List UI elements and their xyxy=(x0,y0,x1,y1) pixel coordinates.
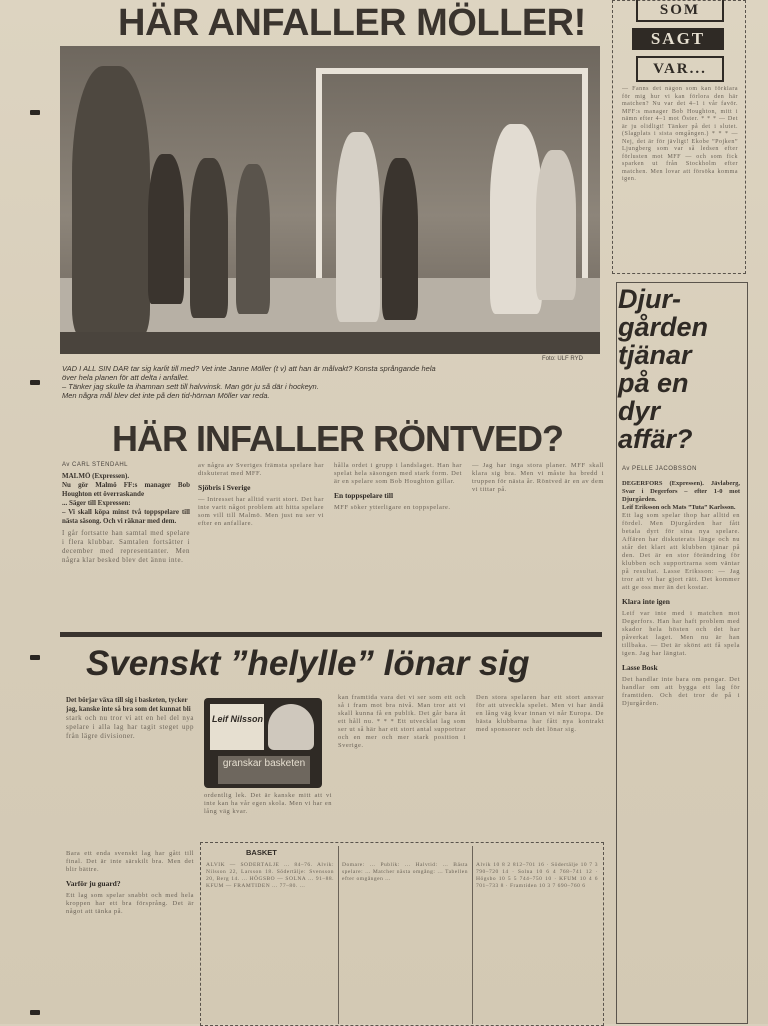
lead-line: – Vi skall köpa minst två toppspelare till nästa säsong. Och vi räknar med dem. xyxy=(62,508,190,525)
second-byline: Av CARL STENDAHL xyxy=(62,462,129,468)
punch-hole-2 xyxy=(30,380,40,385)
player-figure xyxy=(382,158,418,320)
subhead: Sjöbris i Sverige xyxy=(198,483,251,492)
columnist-portrait xyxy=(268,704,314,750)
player-figure xyxy=(190,158,228,318)
second-lead: MALMÖ (Expressen). Nu gör Malmö FF:s manager Bob Houghton ett överraskande ... Säger till Expressen: – Vi skall köpa minst två toppspelare till nästa säsong. Och vi räknar med dem. I går fortsatte han samtal med spelare i flera klubbar. Samtalen fortsätter i december med representanter. Men några klar besked blev det ännu inte. xyxy=(62,472,190,564)
lead-line: Leif Eriksson och Mats ”Tuta” Karlsson. xyxy=(622,504,736,511)
player-figure xyxy=(236,164,270,314)
caption-line: VAD I ALL SIN DAR tar sig karlit till med? Vet inte Janne Möller (t v) att han är målvakt? Konsta språngande hela xyxy=(62,364,436,373)
sidebar-word: VAR... xyxy=(636,56,724,82)
djur-byline: Av PELLE JACOBSSON xyxy=(622,466,697,472)
lead-line: Det börjar växa till sig i basketen, tycker xyxy=(66,696,188,704)
lead-line: MALMÖ (Expressen). xyxy=(62,472,130,480)
column-separator xyxy=(472,846,473,1024)
djur-headline-line: på en xyxy=(618,368,689,398)
column-separator xyxy=(338,846,339,1024)
caption-line: över hela planen för att delta i anfallet. xyxy=(62,373,190,382)
subhead: Lasse Bosk xyxy=(622,663,658,672)
sidebar-word: SAGT xyxy=(632,28,724,50)
lead-line: DEGERFORS (Expressen). Jävlaberg, Svar i Degerfors – efter 1-0 mot Djurgården. xyxy=(622,480,740,503)
djur-body: DEGERFORS (Expressen). Jävlaberg, Svar i Degerfors – efter 1-0 mot Djurgården. Leif Eriksson och Mats ”Tuta” Karlsson. Ett lag som spelar ihop har alltid en fördel. Men Djurgården har fått betala dyrt för sina nya spelare. Affären har diskuterats länge och nu står det klart att klubben tjänar på den. Det är en stor förändring för klubben och supportrarna som väntar på resultat. Lasse Eriksson: — Jag tror att vi har gjort rätt. Det kommer att ge oss mer än det kostar. Klara inte igen Leif var inte med i matchen mot Degerfors. Han har haft problem med skador hela hösten och det har påverkat laget. Men nu är han tillbaka. — Det är skönt att få spela igen. Jag har längtat. Lasse Bosk Det handlar inte bara om pengar. Det handlar om att bygga ett lag för framtiden. Och det tror de på i Djurgården. xyxy=(622,480,740,707)
third-lead: Det börjar växa till sig i basketen, tycker jag, kanske inte så bra som det kunnat bli stark och nu tror vi att en hel del nya spelare i alla lag har tagit steget upp från lägre divisioner. xyxy=(66,696,194,740)
djur-headline-line: gården xyxy=(618,312,709,342)
punch-hole-4 xyxy=(30,1010,40,1015)
lead-line: Nu gör Malmö FF:s manager Bob Houghton ett överraskande xyxy=(62,481,190,498)
columnist-name: Leif Nilsson xyxy=(212,714,264,724)
player-figure xyxy=(536,150,576,300)
third-col-3: kan framtida vara det vi ser som ett och så i fram mot bra nivå. Man tror att vi skall kunna få en publik. Det går bara åt ett håll nu. * * * Ett utvecklat lag som ser ut så här har ett stort antal supportrar och en mer och mer stark position i Sverige. xyxy=(338,694,466,749)
punch-hole-3 xyxy=(30,655,40,660)
goalkeeper-figure xyxy=(72,66,150,336)
second-col-4: — Jag har inga stora planer. MFF skall klara sig bra. Men vi måste ha bredd i truppen för nästa år. Röntved är en av dem vi tittar på. xyxy=(472,462,604,493)
section-rule xyxy=(60,632,602,637)
stats-col-1: ALVIK — SÖDERTÄLJE ... 84–76. Alvik: Nilsson 22, Larsson 18. Södertälje: Svensson 20, Berg 14. ... HÖGSBO — SOLNA ... 91–88. KFUM — FRAMTIDEN ... 77–80. ... xyxy=(206,862,334,889)
photo-caption xyxy=(62,364,602,400)
player-figure xyxy=(148,154,184,304)
third-headline: Svenskt ”helylle” lönar sig xyxy=(86,644,530,683)
sidebar-quotes: — Fanns det någon som kan förklara för mig hur vi kan förlora den här matchen? Nu var det 4–1 i vår favör. MFF:s manager Bob Houghton, mitt i nämn efter 4–1 mot Öster. * * * — Det är ju olidligt! Tänker på det i slutet. (Slagplats i sista omgången.) * * * — Nej, det är för jävligt! Ekobe ”Pojken” Ljungberg som var så ledsen efter förlusten mot MFF — och som fick sparken ut från Stockholm efter matchen. Men lovar att försöka komma igen. xyxy=(622,86,738,182)
second-col-2: av några av Sveriges främsta spelare har diskuterat med MFF. Sjöbris i Sverige — Intresset har alltid varit stort. Det har inte varit något problem att hitta spelare som vill till Malmö. Men just nu ser vi efter en anfallare. xyxy=(198,462,324,527)
third-col-1b: Bara ett enda svenskt lag har gått till final. Det är inte särskilt bra. Men det blir bättre. Varför ju guard? Ett lag som spelar snabbt och med hela kroppen har ett bra försprång. Det är något att tänka på. xyxy=(66,850,194,915)
caption-line: Men några mål blev det inte på den tid-hörnan Möller var reda. xyxy=(62,391,270,400)
player-figure xyxy=(490,124,542,314)
djur-headline-line: Djur- xyxy=(618,284,681,314)
subhead: Klara inte igen xyxy=(622,597,670,606)
columnist-ad xyxy=(204,698,322,788)
second-headline: HÄR INFALLER RÖNTVED? xyxy=(112,418,563,459)
lead-line: jag, kanske inte så bra som det kunnat bli xyxy=(66,705,191,713)
subhead: Varför ju guard? xyxy=(66,879,121,888)
subhead: En toppspelare till xyxy=(334,491,394,500)
sidebar-word: SOM xyxy=(636,0,724,22)
pitch-ground xyxy=(60,332,600,354)
punch-hole-1 xyxy=(30,110,40,115)
djur-headline-line: dyr xyxy=(618,396,661,426)
match-photo xyxy=(60,46,600,354)
caption-line: – Tänker jag skulle ta ihamnan sett till halvvinsk. Man gör ju så där i hockeyn. xyxy=(62,382,319,391)
stats-col-3: Alvik 10 8 2 812–701 16 · Södertälje 10 7 3 790–720 14 · Solna 10 6 4 768–741 12 · Högsbo 10 5 5 744–750 10 · KFUM 10 4 6 701–733 8 · Framtiden 10 3 7 690–760 6 xyxy=(476,862,598,889)
third-col-2: ordentlig lek. Det är kanske mitt att vi inte kan ha vår egen skola. Men vi har en lång väg kvar. xyxy=(204,792,332,815)
third-col-4: Den stora spelaren har ett stort ansvar för att utveckla spelet. Men vi har ändå en lång väg kvar innan vi når Europa. De bästa klubbarna har fått nya kontrakt med sponsorer och det lönar sig. xyxy=(476,694,604,733)
player-figure xyxy=(336,132,380,322)
ad-name-box xyxy=(210,704,264,750)
photo-credit: Foto: ULF RYD xyxy=(542,356,583,362)
djur-headline-line: tjänar xyxy=(618,340,692,370)
stats-title: BASKET xyxy=(246,848,277,857)
main-headline: HÄR ANFALLER MÖLLER! xyxy=(118,2,586,44)
second-col-3: hålla ordet i grupp i landslaget. Han har spelat hela säsongen med stark form. Det är en spelare som Bob Houghton gillar. En toppspelare till MFF söker ytterligare en toppspelare. xyxy=(334,462,462,511)
ad-text: granskar basketen xyxy=(218,756,310,784)
djur-headline-line: affär? xyxy=(618,424,693,454)
lead-line: ... Säger till Expressen: xyxy=(62,499,131,507)
stats-col-2: Domare: ... Publik: ... Halvtid: ... Bästa spelare: ... Matcher nästa omgång: ... Tabellen efter omgången ... xyxy=(342,862,468,882)
